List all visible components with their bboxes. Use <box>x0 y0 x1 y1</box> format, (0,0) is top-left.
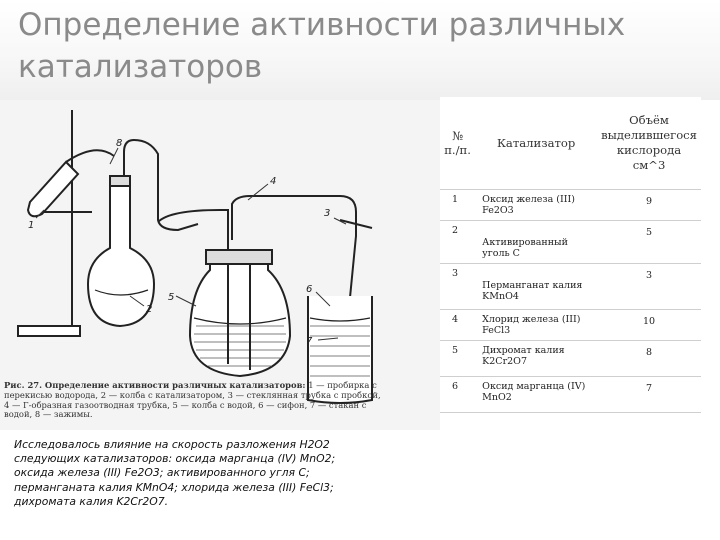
table-row <box>440 377 701 413</box>
row-catalyst: Перманганат калия KMnO4 <box>475 264 597 310</box>
row-number: 5 <box>440 341 475 377</box>
row-number: 3 <box>440 264 475 310</box>
table-row <box>440 341 701 377</box>
label-4: 4 <box>270 176 277 187</box>
row-number: 4 <box>440 310 475 341</box>
row-catalyst: Оксид марганца (IV) MnO2 <box>475 377 597 413</box>
row-number: 6 <box>440 377 475 413</box>
row-volume: 9 <box>597 190 701 221</box>
caption-lead: Рис. 27. Определение активности различных катализаторов: <box>4 380 306 390</box>
figure-caption <box>4 381 384 420</box>
row-volume: 5 <box>597 221 701 264</box>
label-8-top: 8 <box>116 138 123 149</box>
experiment-description: Исследовалось влияние на скорость разложения H2O2 следующих катализаторов: оксида марганца (IV) MnO2; оксида железа (III) Fe2O3; активированного угля C; перманганата калия KMnO4; хлорида железа (III) FeCl3; дихромата калия K2Cr2O7. <box>14 438 336 508</box>
caption-body: 1 — пробирка с перекисью водорода, 2 — колба с катализатором, 3 — стеклянная трубка с пробкой, 4 — Г-образная газоотводная трубка, 5 — колба с водой, 6 — сифон, 7 — стакан с водой, 8 — зажимы. <box>4 380 381 420</box>
label-2: 2 <box>146 304 153 315</box>
flask-water <box>190 260 290 376</box>
stand-base <box>18 326 80 336</box>
header-number: № п./п. <box>440 97 475 190</box>
row-volume: 3 <box>597 264 701 310</box>
table-row <box>440 264 701 310</box>
catalyst-table <box>440 97 701 413</box>
header-volume: Объём выделившегося кислорода см^3 <box>597 97 701 190</box>
row-number: 2 <box>440 221 475 264</box>
label-1: 1 <box>28 220 35 231</box>
table-row <box>440 221 701 264</box>
header-catalyst: Катализатор <box>475 97 597 190</box>
table-row <box>440 310 701 341</box>
row-volume: 7 <box>597 377 701 413</box>
row-number: 1 <box>440 190 475 221</box>
row-catalyst: Хлорид железа (III) FeCl3 <box>475 310 597 341</box>
row-volume: 10 <box>597 310 701 341</box>
table-header-row <box>440 97 701 190</box>
label-6: 6 <box>306 284 313 295</box>
label-5: 5 <box>168 292 175 303</box>
row-volume: 8 <box>597 341 701 377</box>
table-row <box>440 190 701 221</box>
row-catalyst: Дихромат калия K2Cr2O7 <box>475 341 597 377</box>
label-7: 7 <box>306 336 313 347</box>
label-3: 3 <box>324 208 331 219</box>
flask-catalyst <box>88 184 154 326</box>
row-catalyst: Активированный уголь С <box>475 221 597 264</box>
slide-title: Определение активности различных катализаторов <box>18 7 626 85</box>
row-catalyst: Оксид железа (III) Fe2O3 <box>475 190 597 221</box>
test-tube <box>28 162 78 216</box>
